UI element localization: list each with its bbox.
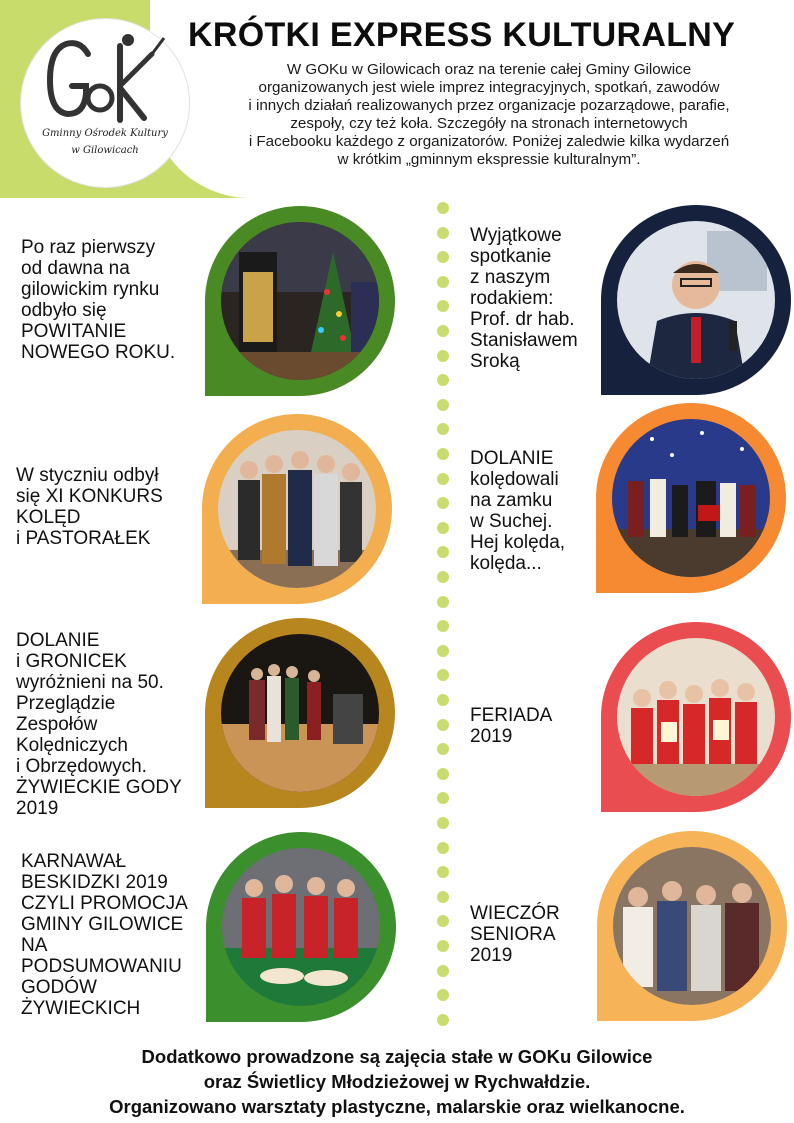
footer-note bbox=[0, 1044, 794, 1119]
event-feriada-text bbox=[470, 705, 552, 747]
timeline-dot bbox=[437, 300, 449, 312]
footer-line: oraz Świetlicy Młodzieżowej w Rychwałdzie. bbox=[203, 1071, 591, 1092]
event-line: wyróżnieni na 50. bbox=[16, 672, 164, 693]
event-line: Przeglądzie bbox=[16, 693, 116, 714]
timeline-dot bbox=[437, 965, 449, 977]
intro-line: i innych działań realizowanych przez organizacje pozarządowe, parafie, bbox=[248, 97, 730, 114]
event-senior-evening-text bbox=[470, 903, 560, 966]
sucha-castle-photo bbox=[612, 419, 770, 577]
zywieckie-gody-photo bbox=[221, 634, 379, 792]
timeline-dot bbox=[437, 202, 449, 214]
event-line: GODÓW bbox=[21, 977, 97, 998]
karnawal-photo bbox=[222, 848, 380, 1006]
intro-line: i Facebooku każdego z organizatorów. Poniżej zaledwie kilka wydarzeń bbox=[248, 133, 730, 150]
event-line: BESKIDZKI 2019 bbox=[21, 872, 168, 893]
event-line: POWITANIE bbox=[21, 321, 127, 342]
event-sroka-meeting-text bbox=[470, 225, 578, 372]
intro-line: organizowanych jest wiele imprez integracyjnych, spotkań, zawodów bbox=[258, 79, 720, 96]
event-line: Stanisławem bbox=[470, 330, 578, 351]
event-new-year-text bbox=[21, 237, 175, 363]
timeline-dot bbox=[437, 694, 449, 706]
event-line: i PASTORAŁEK bbox=[16, 528, 151, 549]
event-line: DOLANIE bbox=[470, 448, 554, 469]
timeline-dot bbox=[437, 374, 449, 386]
new-year-photo bbox=[221, 222, 379, 380]
timeline-dot bbox=[437, 399, 449, 411]
event-line: kolęda... bbox=[470, 553, 542, 574]
event-feriada-photo bbox=[601, 622, 791, 812]
timeline-dot bbox=[437, 350, 449, 362]
intro-line: W GOKu w Gilowicach oraz na terenie całej Gminy Gilowice bbox=[286, 61, 692, 78]
timeline-dot bbox=[437, 571, 449, 583]
timeline-dot bbox=[437, 325, 449, 337]
event-line: Sroką bbox=[470, 351, 520, 372]
event-line: Wyjątkowe bbox=[470, 225, 562, 246]
event-line: 2019 bbox=[16, 798, 59, 819]
event-line: SENIORA bbox=[470, 924, 556, 945]
event-line: Po raz pierwszy bbox=[21, 237, 156, 258]
event-line: spotkanie bbox=[470, 246, 552, 267]
event-line: FERIADA bbox=[470, 705, 553, 726]
event-sucha-castle-photo bbox=[596, 403, 786, 593]
event-line: DOLANIE bbox=[16, 630, 100, 651]
timeline-dot bbox=[437, 473, 449, 485]
event-line: CZYLI PROMOCJA bbox=[21, 893, 188, 914]
timeline-dot bbox=[437, 915, 449, 927]
timeline-dot bbox=[437, 423, 449, 435]
event-line: odbyło się bbox=[21, 300, 107, 321]
event-line: Zespołów bbox=[16, 714, 98, 735]
footer-line: Dodatkowo prowadzone są zajęcia stałe w GOKu Gilowice bbox=[141, 1046, 653, 1067]
event-karnawal-text bbox=[21, 851, 188, 1019]
timeline-dot bbox=[437, 866, 449, 878]
event-senior-evening-photo bbox=[597, 831, 787, 1021]
gok-logo-icon bbox=[40, 32, 170, 132]
event-line: rodakiem: bbox=[470, 288, 554, 309]
timeline-dot bbox=[437, 940, 449, 952]
carol-contest-photo bbox=[218, 430, 376, 588]
intro-line: zespoły, czy też koła. Szczegóły na stronach internetowych bbox=[290, 115, 688, 132]
event-line: od dawna na bbox=[21, 258, 130, 279]
event-line: gilowickim rynku bbox=[21, 279, 160, 300]
logo-caption-line2: w Gilowicach bbox=[71, 145, 139, 156]
event-line: Kolędniczych bbox=[16, 735, 128, 756]
event-line: i Obrzędowych. bbox=[16, 756, 147, 777]
sroka-meeting-photo bbox=[617, 221, 775, 379]
event-sucha-castle-text bbox=[470, 448, 565, 574]
senior-evening-photo bbox=[613, 847, 771, 1005]
event-line: KARNAWAŁ bbox=[21, 851, 127, 872]
intro-paragraph bbox=[186, 61, 792, 169]
timeline-dot bbox=[437, 522, 449, 534]
footer-line: Organizowano warsztaty plastyczne, malarskie oraz wielkanocne. bbox=[109, 1096, 685, 1117]
timeline-dot bbox=[437, 227, 449, 239]
timeline-dot bbox=[437, 891, 449, 903]
timeline-dot bbox=[437, 989, 449, 1001]
event-line: 2019 bbox=[470, 726, 513, 747]
event-line: 2019 bbox=[470, 945, 513, 966]
timeline-dot bbox=[437, 645, 449, 657]
event-line: KOLĘD bbox=[16, 507, 81, 528]
timeline-dot bbox=[437, 842, 449, 854]
event-zywieckie-gody-photo bbox=[205, 618, 395, 808]
timeline-dot bbox=[437, 546, 449, 558]
event-sroka-meeting-photo bbox=[601, 205, 791, 395]
intro-line: w krótkim „gminnym ekspressie kulturalnym”. bbox=[337, 151, 641, 168]
event-line: W styczniu odbył bbox=[16, 465, 159, 486]
event-line: WIECZÓR bbox=[470, 903, 560, 924]
timeline-dot bbox=[437, 448, 449, 460]
timeline-dot bbox=[437, 743, 449, 755]
event-line: ŻYWIECKIE GODY bbox=[16, 777, 182, 798]
timeline-dot bbox=[437, 251, 449, 263]
event-line: i GRONICEK bbox=[16, 651, 127, 672]
event-karnawal-photo bbox=[206, 832, 396, 1022]
event-line: kolędowali bbox=[470, 469, 559, 490]
event-line: NA bbox=[21, 935, 48, 956]
event-line: Prof. dr hab. bbox=[470, 309, 575, 330]
event-line: ŻYWIECKICH bbox=[21, 998, 141, 1019]
event-line: NOWEGO ROKU. bbox=[21, 342, 176, 363]
timeline-dot bbox=[437, 792, 449, 804]
timeline-dot bbox=[437, 719, 449, 731]
feriada-photo bbox=[617, 638, 775, 796]
event-carol-contest-text bbox=[16, 465, 163, 549]
timeline-dot bbox=[437, 669, 449, 681]
timeline-dot bbox=[437, 817, 449, 829]
timeline-dot bbox=[437, 620, 449, 632]
event-line: z naszym bbox=[470, 267, 551, 288]
event-new-year-photo bbox=[205, 206, 395, 396]
event-line: PODSUMOWANIU bbox=[21, 956, 182, 977]
timeline-dot bbox=[437, 497, 449, 509]
event-carol-contest-photo bbox=[202, 414, 392, 604]
logo-caption-line1: Gminny Ośrodek Kultury bbox=[42, 128, 168, 139]
timeline-dot bbox=[437, 276, 449, 288]
timeline-dot bbox=[437, 1014, 449, 1026]
page-title: KRÓTKI EXPRESS KULTURALNY bbox=[188, 16, 736, 54]
timeline-dot bbox=[437, 596, 449, 608]
event-line: się XI KONKURS bbox=[16, 486, 163, 507]
timeline-dots bbox=[437, 202, 449, 1032]
event-zywieckie-gody-text bbox=[16, 630, 182, 819]
event-line: na zamku bbox=[470, 490, 553, 511]
event-line: w Suchej. bbox=[470, 511, 553, 532]
event-line: GMINY GILOWICE bbox=[21, 914, 184, 935]
event-line: Hej kolęda, bbox=[470, 532, 566, 553]
timeline-dot bbox=[437, 768, 449, 780]
